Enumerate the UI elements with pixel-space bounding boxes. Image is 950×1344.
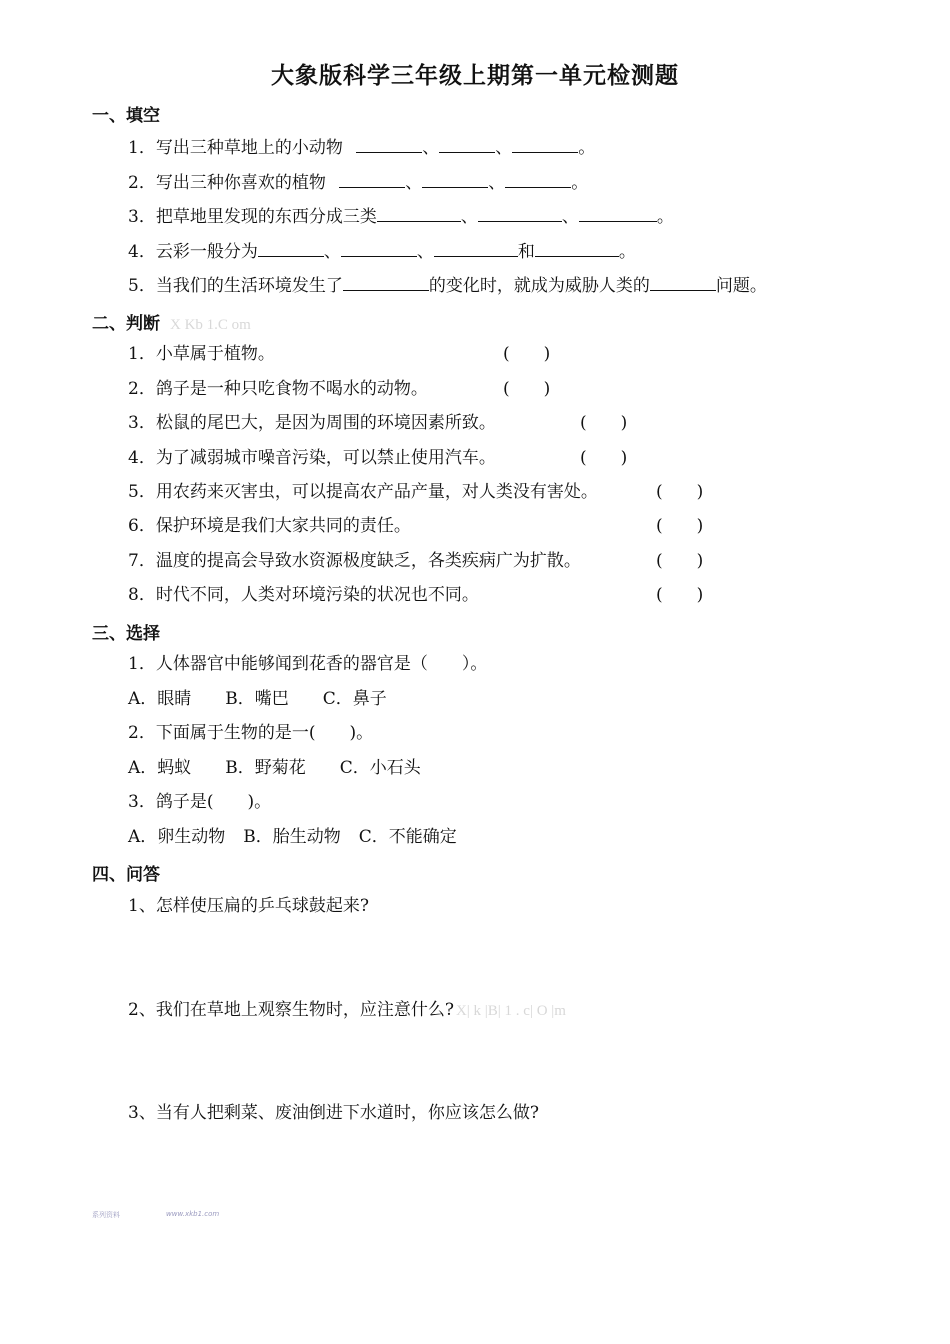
- fill-question-4: [128, 240, 636, 263]
- period: 。: [618, 242, 636, 262]
- judge-item-6: 6．保护环境是我们大家共同的责任。: [128, 516, 411, 536]
- judge-answer-2[interactable]: ( ): [503, 379, 551, 399]
- fill-q3-blank-2[interactable]: [478, 205, 562, 222]
- separator: 、: [561, 207, 579, 227]
- fill-question-5: [128, 274, 767, 297]
- separator: 、: [405, 173, 423, 193]
- section-choice-heading: 三、选择: [92, 624, 160, 644]
- choice-option[interactable]: A．卵生动物: [128, 827, 226, 847]
- choice-option[interactable]: C．鼻子: [322, 689, 387, 709]
- separator: 、: [323, 242, 341, 262]
- fill-q2-blank-1[interactable]: [339, 171, 405, 188]
- fill-q3-text: 3．把草地里发现的东西分成三类: [128, 207, 377, 227]
- fill-q4-text: 4．云彩一般分为: [128, 242, 258, 262]
- fill-q4-blank-4[interactable]: [535, 240, 619, 257]
- separator: 、: [416, 242, 434, 262]
- fill-q4-blank-1[interactable]: [258, 240, 324, 257]
- page-title: 大象版科学三年级上期第一单元检测题: [271, 63, 679, 89]
- period: 。: [656, 207, 674, 227]
- judge-answer-7[interactable]: ( ): [656, 551, 704, 571]
- fill-question-1: [128, 136, 595, 159]
- fill-q5-text-c: 问题。: [715, 276, 767, 296]
- qa-question-2-text: 2、我们在草地上观察生物时，应注意什么?: [128, 1000, 454, 1020]
- judge-answer-3[interactable]: ( ): [580, 413, 628, 433]
- fill-q5-text-a: 5．当我们的生活环境发生了: [128, 276, 343, 296]
- fill-q1-blank-2[interactable]: [439, 136, 495, 153]
- choice-options-2: [128, 757, 421, 779]
- judge-item-5: 5．用农药来灭害虫，可以提高农产品产量，对人类没有害处。: [128, 482, 598, 502]
- section-fill-heading: 一、填空: [92, 106, 160, 126]
- judge-item-2: 2．鸽子是一种只吃食物不喝水的动物。: [128, 379, 428, 399]
- choice-option[interactable]: A．眼睛: [128, 689, 192, 709]
- choice-option[interactable]: B．嘴巴: [225, 689, 289, 709]
- judge-item-4: 4．为了减弱城市噪音污染，可以禁止使用汽车。: [128, 448, 496, 468]
- fill-q1-blank-1[interactable]: [356, 136, 422, 153]
- choice-option[interactable]: B．胎生动物: [243, 827, 341, 847]
- fill-q2-text: 2．写出三种你喜欢的植物: [128, 173, 326, 193]
- fill-q5-blank-2[interactable]: [650, 274, 716, 291]
- qa-question-3: 3、当有人把剩菜、废油倒进下水道时，你应该怎么做?: [128, 1103, 539, 1123]
- fill-q3-blank-1[interactable]: [377, 205, 461, 222]
- fill-q2-blank-2[interactable]: [422, 171, 488, 188]
- watermark-text: X Kb 1.C om: [170, 317, 251, 333]
- judge-answer-8[interactable]: ( ): [656, 585, 704, 605]
- choice-options-3: [128, 826, 457, 848]
- footer-left-note: 系列资料: [92, 1211, 120, 1219]
- choice-option[interactable]: A．蚂蚁: [128, 758, 192, 778]
- fill-question-2: [128, 171, 588, 194]
- fill-q4-blank-3[interactable]: [434, 240, 518, 257]
- separator: 、: [460, 207, 478, 227]
- fill-q1-blank-3[interactable]: [512, 136, 578, 153]
- choice-question-3: 3．鸽子是( )。: [128, 792, 272, 812]
- judge-answer-5[interactable]: ( ): [656, 482, 704, 502]
- fill-q1-text: 1．写出三种草地上的小动物: [128, 138, 343, 158]
- fill-q5-blank-1[interactable]: [343, 274, 429, 291]
- period: 。: [578, 138, 596, 158]
- judge-answer-6[interactable]: ( ): [656, 516, 704, 536]
- qa-question-2: [128, 999, 566, 1022]
- judge-answer-4[interactable]: ( ): [580, 448, 628, 468]
- qa-question-1: 1、怎样使压扁的乒乓球鼓起来?: [128, 896, 369, 916]
- fill-q4-blank-2[interactable]: [341, 240, 417, 257]
- choice-option[interactable]: B．野菊花: [225, 758, 306, 778]
- section-judge-heading: [92, 309, 251, 334]
- judge-item-1: 1．小草属于植物。: [128, 344, 275, 364]
- choice-options-1: [128, 688, 387, 710]
- fill-q5-text-b: 的变化时，就成为威胁人类的: [428, 276, 650, 296]
- footer-right-note: www.xkb1.com: [166, 1210, 220, 1218]
- judge-answer-1[interactable]: ( ): [503, 344, 551, 364]
- section-qa-heading: 四、问答: [92, 865, 160, 885]
- choice-question-2: 2．下面属于生物的是一( )。: [128, 723, 374, 743]
- choice-option[interactable]: C．不能确定: [358, 827, 457, 847]
- fill-question-3: [128, 205, 674, 228]
- fill-q2-blank-3[interactable]: [505, 171, 571, 188]
- separator: 、: [495, 138, 513, 158]
- choice-option[interactable]: C．小石头: [339, 758, 421, 778]
- judge-item-7: 7．温度的提高会导致水资源极度缺乏，各类疾病广为扩散。: [128, 551, 581, 571]
- fill-q3-blank-3[interactable]: [579, 205, 657, 222]
- period: 。: [571, 173, 589, 193]
- separator: 、: [488, 173, 506, 193]
- choice-question-1: 1．人体器官中能够闻到花香的器官是（ ）。: [128, 654, 488, 674]
- judge-item-8: 8．时代不同，人类对环境污染的状况也不同。: [128, 585, 479, 605]
- watermark-text: X| k |B| 1 . c| O |m: [455, 1003, 566, 1019]
- judge-item-3: 3．松鼠的尾巴大，是因为周围的环境因素所致。: [128, 413, 496, 433]
- section-judge-label: 二、判断: [92, 314, 160, 334]
- conjunction: 和: [517, 242, 535, 262]
- separator: 、: [422, 138, 440, 158]
